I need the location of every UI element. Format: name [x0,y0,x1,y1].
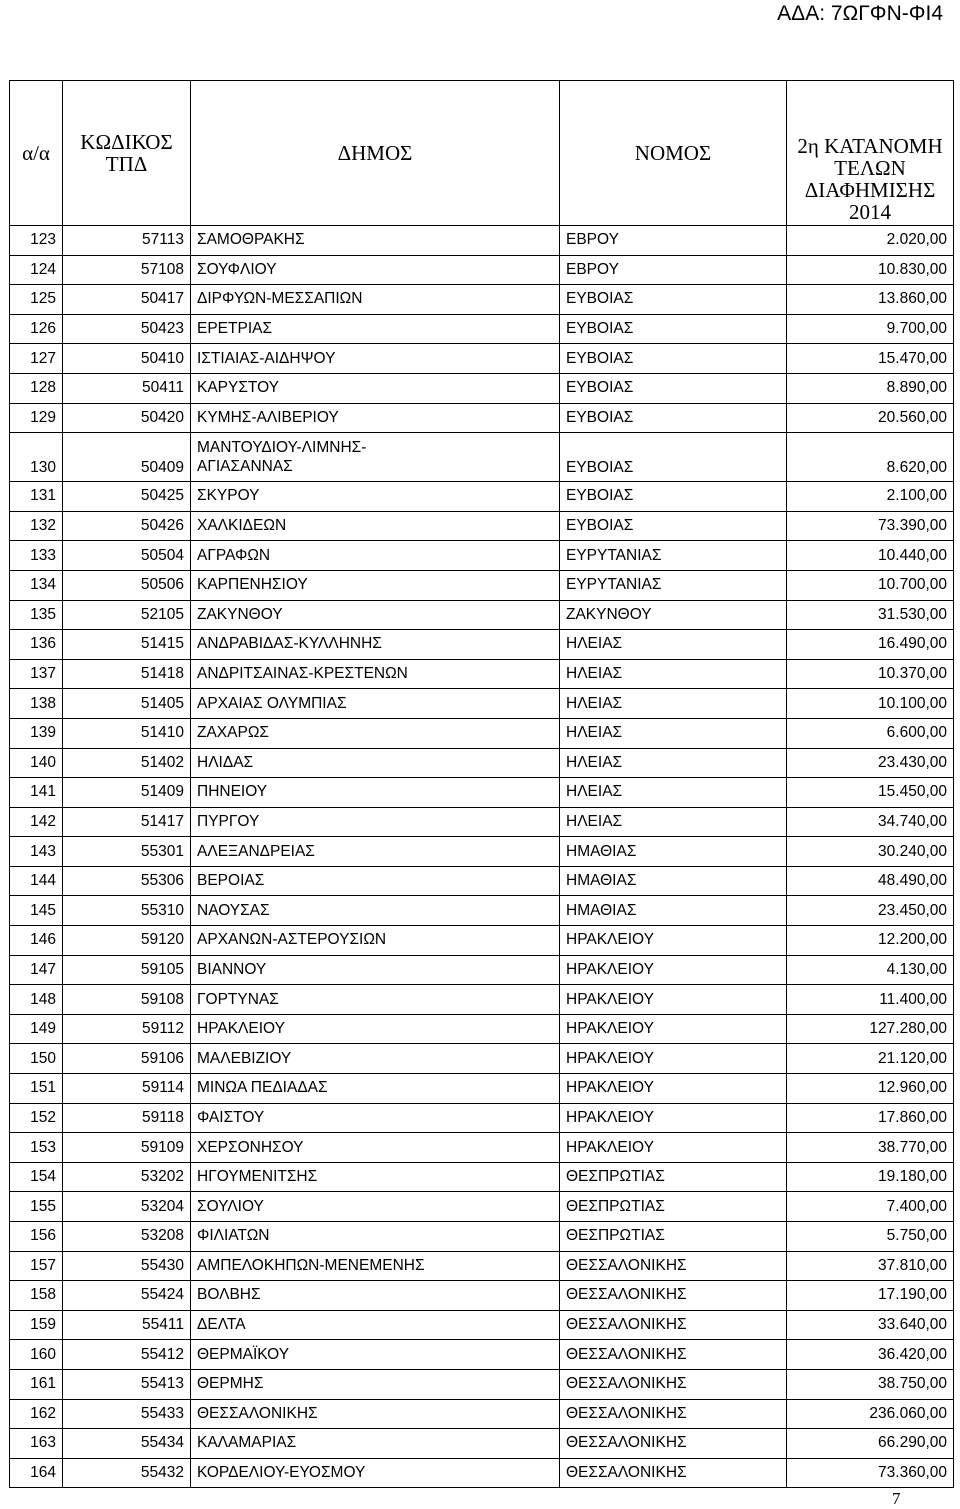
municipality-cell: ΖΑΚΥΝΘΟΥ [191,600,560,630]
prefecture-cell: ΕΥΒΟΙΑΣ [560,344,787,374]
amount-cell: 17.190,00 [787,1281,954,1311]
tpd-code-cell: 51409 [63,778,191,808]
tpd-code-cell: 50409 [63,433,191,482]
table-row [10,570,954,600]
amount-cell: 9.700,00 [787,314,954,344]
table-row [10,541,954,571]
row-number-cell: 131 [10,482,63,512]
prefecture-cell: ΗΡΑΚΛΕΙΟΥ [560,1103,787,1133]
table-row [10,285,954,315]
municipality-cell: ΒΙΑΝΝΟΥ [191,955,560,985]
amount-cell: 15.470,00 [787,344,954,374]
amount-cell: 10.700,00 [787,570,954,600]
amount-cell: 4.130,00 [787,955,954,985]
row-number-cell: 152 [10,1103,63,1133]
prefecture-cell: ΗΜΑΘΙΑΣ [560,896,787,926]
prefecture-cell: ΘΕΣΣΑΛΟΝΙΚΗΣ [560,1429,787,1459]
tpd-code-cell: 50426 [63,511,191,541]
tpd-code-cell: 50506 [63,570,191,600]
municipality-cell: ΘΕΡΜΗΣ [191,1369,560,1399]
municipality-cell: ΑΡΧΑΝΩΝ-ΑΣΤΕΡΟΥΣΙΩΝ [191,926,560,956]
amount-cell: 33.640,00 [787,1310,954,1340]
amount-cell: 23.450,00 [787,896,954,926]
row-number-cell: 150 [10,1044,63,1074]
municipality-cell: ΜΑΛΕΒΙΖΙΟΥ [191,1044,560,1074]
amount-cell: 34.740,00 [787,807,954,837]
page-number: 7 [892,1489,901,1508]
prefecture-cell: ΕΥΒΟΙΑΣ [560,482,787,512]
municipality-cell: ΑΛΕΞΑΝΔΡΕΙΑΣ [191,837,560,867]
municipality-cell: ΚΟΡΔΕΛΙΟΥ-ΕΥΟΣΜΟΥ [191,1458,560,1488]
amount-cell: 236.060,00 [787,1399,954,1429]
prefecture-cell: ΘΕΣΠΡΩΤΙΑΣ [560,1192,787,1222]
table-row [10,1251,954,1281]
tpd-code-cell: 55411 [63,1310,191,1340]
tpd-code-cell: 55424 [63,1281,191,1311]
amount-cell: 30.240,00 [787,837,954,867]
tpd-code-cell: 53202 [63,1162,191,1192]
amount-cell: 10.830,00 [787,255,954,285]
tpd-code-cell: 53204 [63,1192,191,1222]
amount-cell: 2.020,00 [787,226,954,256]
row-number-cell: 158 [10,1281,63,1311]
amount-cell: 12.960,00 [787,1074,954,1104]
tpd-code-cell: 50410 [63,344,191,374]
amount-cell: 16.490,00 [787,630,954,660]
tpd-code-cell: 55412 [63,1340,191,1370]
row-number-cell: 146 [10,926,63,956]
row-number-cell: 145 [10,896,63,926]
municipality-cell: ΦΑΙΣΤΟΥ [191,1103,560,1133]
table-row [10,1103,954,1133]
amount-cell: 7.400,00 [787,1192,954,1222]
municipality-cell: ΧΑΛΚΙΔΕΩΝ [191,511,560,541]
tpd-code-cell: 50425 [63,482,191,512]
row-number-cell: 160 [10,1340,63,1370]
row-number-cell: 163 [10,1429,63,1459]
table-row [10,1429,954,1459]
row-number-cell: 138 [10,689,63,719]
tpd-code-cell: 51410 [63,718,191,748]
amount-cell: 73.390,00 [787,511,954,541]
prefecture-cell: ΕΥΒΟΙΑΣ [560,403,787,433]
tpd-code-cell: 59105 [63,955,191,985]
row-number-cell: 161 [10,1369,63,1399]
amount-cell: 6.600,00 [787,718,954,748]
row-number-cell: 148 [10,985,63,1015]
prefecture-cell: ΗΛΕΙΑΣ [560,630,787,660]
prefecture-cell: ΘΕΣΣΑΛΟΝΙΚΗΣ [560,1458,787,1488]
ada-identifier: ΑΔΑ: 7ΩΓΦΝ-ΦΙ4 [777,2,943,25]
prefecture-cell: ΕΒΡΟΥ [560,226,787,256]
table-row [10,511,954,541]
tpd-code-cell: 50411 [63,373,191,403]
row-number-cell: 128 [10,373,63,403]
row-number-cell: 136 [10,630,63,660]
municipality-cell: ΠΗΝΕΙΟΥ [191,778,560,808]
municipality-cell: ΦΙΛΙΑΤΩΝ [191,1222,560,1252]
municipality-cell: ΒΟΛΒΗΣ [191,1281,560,1311]
row-number-cell: 162 [10,1399,63,1429]
tpd-code-cell: 55301 [63,837,191,867]
table-row [10,1014,954,1044]
municipality-cell: ΚΑΡΥΣΤΟΥ [191,373,560,403]
tpd-code-cell: 50504 [63,541,191,571]
prefecture-cell: ΕΥΒΟΙΑΣ [560,314,787,344]
row-number-cell: 130 [10,433,63,482]
row-number-cell: 151 [10,1074,63,1104]
amount-cell: 15.450,00 [787,778,954,808]
table-row [10,659,954,689]
prefecture-cell: ΕΥΒΟΙΑΣ [560,511,787,541]
tpd-code-cell: 51402 [63,748,191,778]
amount-cell: 11.400,00 [787,985,954,1015]
prefecture-cell: ΕΥΒΟΙΑΣ [560,285,787,315]
table-row [10,433,954,482]
tpd-code-cell: 51417 [63,807,191,837]
row-number-cell: 132 [10,511,63,541]
row-number-cell: 137 [10,659,63,689]
tpd-code-cell: 55413 [63,1369,191,1399]
municipality-cell: ΙΣΤΙΑΙΑΣ-ΑΙΔΗΨΟΥ [191,344,560,374]
row-number-cell: 149 [10,1014,63,1044]
amount-cell: 31.530,00 [787,600,954,630]
row-number-cell: 134 [10,570,63,600]
prefecture-cell: ΗΡΑΚΛΕΙΟΥ [560,1133,787,1163]
municipality-cell: ΔΕΛΤΑ [191,1310,560,1340]
tpd-code-cell: 55432 [63,1458,191,1488]
municipality-cell: ΗΛΙΔΑΣ [191,748,560,778]
table-row [10,1044,954,1074]
row-number-cell: 140 [10,748,63,778]
table-row [10,1458,954,1488]
tpd-code-cell: 57113 [63,226,191,256]
municipality-cell: ΓΟΡΤΥΝΑΣ [191,985,560,1015]
row-number-cell: 133 [10,541,63,571]
table-row [10,1340,954,1370]
prefecture-cell: ΕΥΒΟΙΑΣ [560,433,787,482]
row-number-cell: 125 [10,285,63,315]
prefecture-cell: ΕΥΒΟΙΑΣ [560,373,787,403]
municipality-cell: ΑΜΠΕΛΟΚΗΠΩΝ-ΜΕΝΕΜΕΝΗΣ [191,1251,560,1281]
table-row [10,1399,954,1429]
prefecture-cell: ΗΛΕΙΑΣ [560,778,787,808]
row-number-cell: 143 [10,837,63,867]
table-row [10,866,954,896]
table-row [10,344,954,374]
municipality-cell: ΑΡΧΑΙΑΣ ΟΛΥΜΠΙΑΣ [191,689,560,719]
row-number-cell: 157 [10,1251,63,1281]
amount-cell: 38.750,00 [787,1369,954,1399]
row-number-cell: 142 [10,807,63,837]
municipality-cell: ΗΓΟΥΜΕΝΙΤΣΗΣ [191,1162,560,1192]
row-number-cell: 154 [10,1162,63,1192]
amount-cell: 8.620,00 [787,433,954,482]
municipality-cell: ΕΡΕΤΡΙΑΣ [191,314,560,344]
table-row [10,955,954,985]
table-row [10,1133,954,1163]
municipality-cell: ΜΑΝΤΟΥΔΙΟΥ-ΛΙΜΝΗΣ- ΑΓΙΑΣΑΝΝΑΣ [191,433,560,482]
table-header-row [10,81,954,226]
row-number-cell: 141 [10,778,63,808]
table-row [10,226,954,256]
prefecture-cell: ΗΛΕΙΑΣ [560,718,787,748]
prefecture-cell: ΕΥΡΥΤΑΝΙΑΣ [560,570,787,600]
prefecture-cell: ΘΕΣΣΑΛΟΝΙΚΗΣ [560,1340,787,1370]
tpd-code-cell: 55434 [63,1429,191,1459]
municipality-cell: ΚΑΛΑΜΑΡΙΑΣ [191,1429,560,1459]
table-row [10,482,954,512]
municipality-cell: ΣΚΥΡΟΥ [191,482,560,512]
prefecture-cell: ΘΕΣΣΑΛΟΝΙΚΗΣ [560,1369,787,1399]
tpd-code-cell: 51418 [63,659,191,689]
amount-cell: 36.420,00 [787,1340,954,1370]
row-number-cell: 139 [10,718,63,748]
prefecture-cell: ΘΕΣΣΑΛΟΝΙΚΗΣ [560,1281,787,1311]
municipality-cell: ΑΝΔΡΑΒΙΔΑΣ-ΚΥΛΛΗΝΗΣ [191,630,560,660]
amount-cell: 13.860,00 [787,285,954,315]
table-row [10,255,954,285]
tpd-code-cell: 59106 [63,1044,191,1074]
tpd-code-cell: 52105 [63,600,191,630]
tpd-code-cell: 55306 [63,866,191,896]
prefecture-cell: ΖΑΚΥΝΘΟΥ [560,600,787,630]
tpd-code-cell: 51405 [63,689,191,719]
table-row [10,1192,954,1222]
amount-cell: 38.770,00 [787,1133,954,1163]
prefecture-cell: ΘΕΣΣΑΛΟΝΙΚΗΣ [560,1251,787,1281]
prefecture-cell: ΘΕΣΣΑΛΟΝΙΚΗΣ [560,1310,787,1340]
tpd-code-cell: 55430 [63,1251,191,1281]
table-body [10,226,954,1488]
prefecture-cell: ΗΛΕΙΑΣ [560,659,787,689]
table-row [10,718,954,748]
header-code: ΚΩΔΙΚΟΣ ΤΠΔ [63,81,191,226]
amount-cell: 73.360,00 [787,1458,954,1488]
row-number-cell: 123 [10,226,63,256]
municipality-cell: ΘΕΣΣΑΛΟΝΙΚΗΣ [191,1399,560,1429]
municipality-cell: ΣΟΥΦΛΙΟΥ [191,255,560,285]
table-row [10,1310,954,1340]
prefecture-cell: ΗΜΑΘΙΑΣ [560,837,787,867]
prefecture-cell: ΗΜΑΘΙΑΣ [560,866,787,896]
tpd-code-cell: 59114 [63,1074,191,1104]
amount-cell: 10.370,00 [787,659,954,689]
row-number-cell: 129 [10,403,63,433]
prefecture-cell: ΗΛΕΙΑΣ [560,807,787,837]
amount-cell: 23.430,00 [787,748,954,778]
amount-cell: 48.490,00 [787,866,954,896]
row-number-cell: 159 [10,1310,63,1340]
municipality-cell: ΠΥΡΓΟΥ [191,807,560,837]
amount-cell: 8.890,00 [787,373,954,403]
table-row [10,807,954,837]
row-number-cell: 147 [10,955,63,985]
prefecture-cell: ΗΡΑΚΛΕΙΟΥ [560,926,787,956]
row-number-cell: 164 [10,1458,63,1488]
tpd-code-cell: 50420 [63,403,191,433]
municipality-cell: ΖΑΧΑΡΩΣ [191,718,560,748]
row-number-cell: 144 [10,866,63,896]
municipality-cell: ΚΑΡΠΕΝΗΣΙΟΥ [191,570,560,600]
prefecture-cell: ΘΕΣΠΡΩΤΙΑΣ [560,1162,787,1192]
row-number-cell: 135 [10,600,63,630]
amount-cell: 127.280,00 [787,1014,954,1044]
amount-cell: 17.860,00 [787,1103,954,1133]
table-row [10,1074,954,1104]
table-row [10,373,954,403]
municipality-cell: ΜΙΝΩΑ ΠΕΔΙΑΔΑΣ [191,1074,560,1104]
amount-cell: 21.120,00 [787,1044,954,1074]
table-row [10,314,954,344]
amount-cell: 20.560,00 [787,403,954,433]
municipality-cell: ΧΕΡΣΟΝΗΣΟΥ [191,1133,560,1163]
row-number-cell: 124 [10,255,63,285]
prefecture-cell: ΘΕΣΣΑΛΟΝΙΚΗΣ [560,1399,787,1429]
table-row [10,1162,954,1192]
prefecture-cell: ΘΕΣΠΡΩΤΙΑΣ [560,1222,787,1252]
prefecture-cell: ΗΛΕΙΑΣ [560,748,787,778]
tpd-code-cell: 50417 [63,285,191,315]
amount-cell: 12.200,00 [787,926,954,956]
table-row [10,689,954,719]
table-row [10,748,954,778]
tpd-code-cell: 59120 [63,926,191,956]
prefecture-cell: ΗΡΑΚΛΕΙΟΥ [560,1074,787,1104]
header-dimos: ΔΗΜΟΣ [191,81,560,226]
prefecture-cell: ΕΒΡΟΥ [560,255,787,285]
prefecture-cell: ΗΛΕΙΑΣ [560,689,787,719]
table-row [10,985,954,1015]
municipality-cell: ΝΑΟΥΣΑΣ [191,896,560,926]
prefecture-cell: ΗΡΑΚΛΕΙΟΥ [560,985,787,1015]
table-row [10,837,954,867]
table-row [10,1222,954,1252]
row-number-cell: 156 [10,1222,63,1252]
allocation-table [9,80,954,1488]
table-row [10,1281,954,1311]
tpd-code-cell: 55433 [63,1399,191,1429]
municipality-cell: ΒΕΡΟΙΑΣ [191,866,560,896]
tpd-code-cell: 53208 [63,1222,191,1252]
prefecture-cell: ΗΡΑΚΛΕΙΟΥ [560,1014,787,1044]
tpd-code-cell: 59112 [63,1014,191,1044]
amount-cell: 66.290,00 [787,1429,954,1459]
table-row [10,403,954,433]
header-aa: α/α [10,81,63,226]
header-amount: 2η ΚΑΤΑΝΟΜΗ ΤΕΛΩΝ ΔΙΑΦΗΜΙΣΗΣ 2014 [787,81,954,226]
tpd-code-cell: 57108 [63,255,191,285]
municipality-cell: ΑΓΡΑΦΩΝ [191,541,560,571]
table-row [10,896,954,926]
row-number-cell: 126 [10,314,63,344]
municipality-cell: ΑΝΔΡΙΤΣΑΙΝΑΣ-ΚΡΕΣΤΕΝΩΝ [191,659,560,689]
table-row [10,926,954,956]
amount-cell: 10.440,00 [787,541,954,571]
table-row [10,1369,954,1399]
tpd-code-cell: 59109 [63,1133,191,1163]
tpd-code-cell: 59108 [63,985,191,1015]
tpd-code-cell: 51415 [63,630,191,660]
tpd-code-cell: 50423 [63,314,191,344]
table-row [10,778,954,808]
municipality-cell: ΣΑΜΟΘΡΑΚΗΣ [191,226,560,256]
table-row [10,600,954,630]
municipality-cell: ΗΡΑΚΛΕΙΟΥ [191,1014,560,1044]
amount-cell: 10.100,00 [787,689,954,719]
row-number-cell: 127 [10,344,63,374]
municipality-cell: ΔΙΡΦΥΩΝ-ΜΕΣΣΑΠΙΩΝ [191,285,560,315]
row-number-cell: 153 [10,1133,63,1163]
tpd-code-cell: 55310 [63,896,191,926]
municipality-cell: ΚΥΜΗΣ-ΑΛΙΒΕΡΙΟΥ [191,403,560,433]
amount-cell: 2.100,00 [787,482,954,512]
table-row [10,630,954,660]
amount-cell: 5.750,00 [787,1222,954,1252]
header-nomos: ΝΟΜΟΣ [560,81,787,226]
prefecture-cell: ΕΥΡΥΤΑΝΙΑΣ [560,541,787,571]
prefecture-cell: ΗΡΑΚΛΕΙΟΥ [560,955,787,985]
amount-cell: 37.810,00 [787,1251,954,1281]
row-number-cell: 155 [10,1192,63,1222]
amount-cell: 19.180,00 [787,1162,954,1192]
municipality-cell: ΘΕΡΜΑΪΚΟΥ [191,1340,560,1370]
prefecture-cell: ΗΡΑΚΛΕΙΟΥ [560,1044,787,1074]
tpd-code-cell: 59118 [63,1103,191,1133]
municipality-cell: ΣΟΥΛΙΟΥ [191,1192,560,1222]
